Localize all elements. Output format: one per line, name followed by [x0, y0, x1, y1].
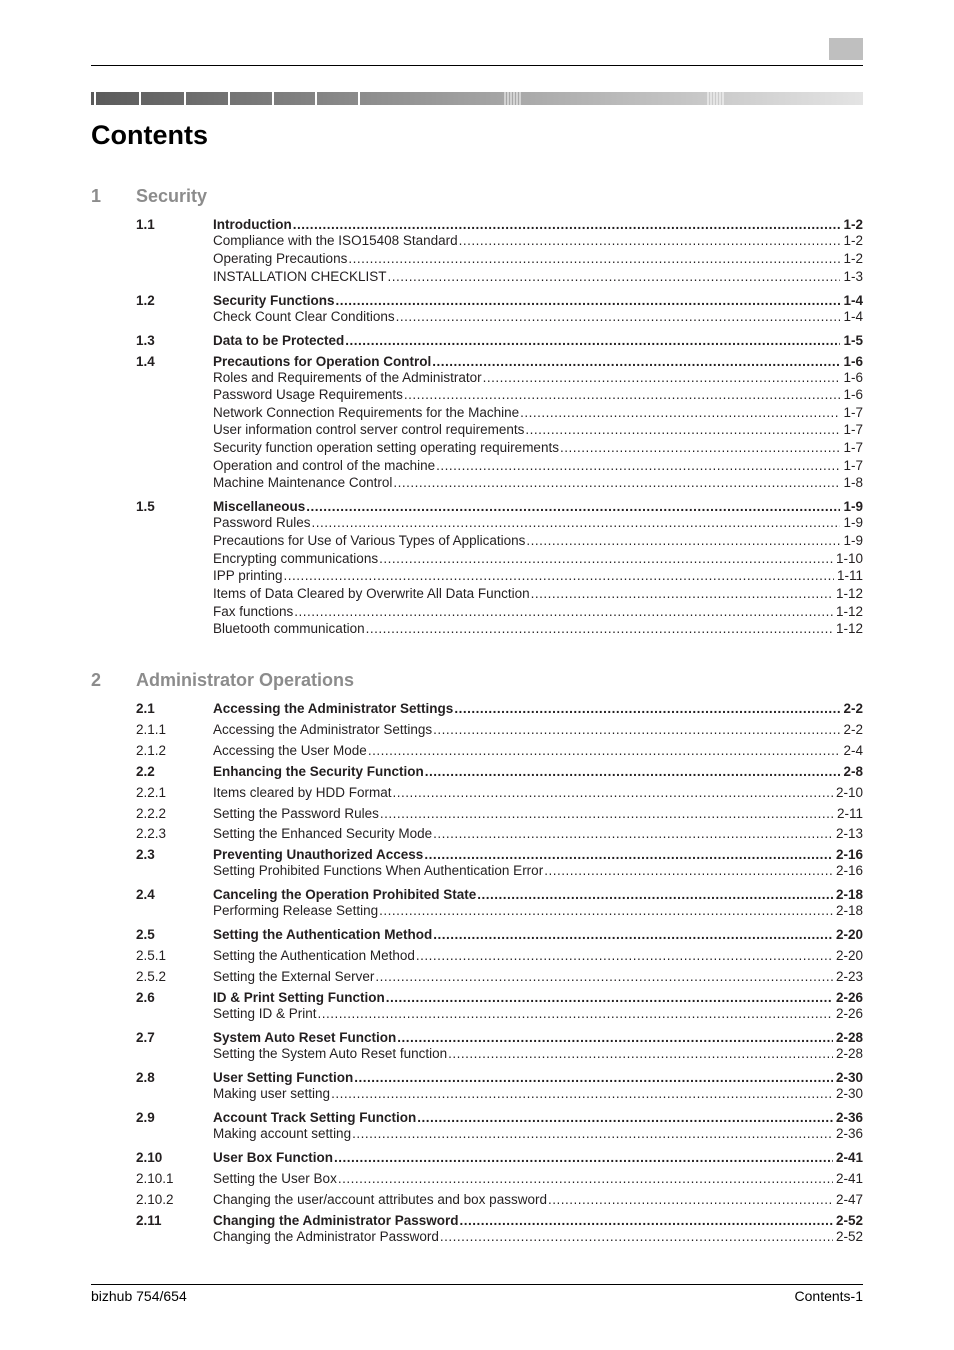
- toc-entry-title: Setting the Authentication Method: [213, 948, 415, 963]
- toc-entry-page: 2-2: [843, 722, 863, 737]
- toc-entry-title: Items cleared by HDD Format: [213, 785, 392, 800]
- toc-entry-line: [213, 742, 863, 759]
- toc-dot-leader: [388, 268, 841, 285]
- toc-entry-line: [213, 700, 863, 717]
- toc-entry-page: 2-52: [835, 1229, 863, 1244]
- toc-entry-page: 1-6: [843, 387, 863, 402]
- toc-entry-page: 2-10: [835, 785, 863, 800]
- toc-dot-leader: [293, 216, 841, 233]
- toc-entry-line: [213, 514, 863, 531]
- toc-entry-line: [213, 1212, 863, 1229]
- toc-entry-number: 2.10.2: [136, 1192, 174, 1207]
- toc-entry-title: Accessing the Administrator Settings: [213, 701, 454, 716]
- toc-entry-title: Items of Data Cleared by Overwrite All Data Function: [213, 586, 530, 601]
- toc-entry-line: [213, 620, 863, 637]
- toc-entry-title: Precautions for Operation Control: [213, 354, 432, 369]
- toc-entry-number: 1.4: [136, 354, 155, 369]
- toc-entry-page: 2-20: [835, 927, 863, 942]
- toc-dot-leader: [548, 1191, 833, 1208]
- toc-entry-line: [213, 498, 863, 515]
- toc-entry-title: User Box Function: [213, 1150, 334, 1165]
- toc-entry-number: 2.4: [136, 887, 155, 902]
- toc-entry-title: Setting the External Server: [213, 969, 375, 984]
- toc-entry-page: 1-2: [843, 217, 863, 232]
- toc-entry-page: 2-11: [836, 806, 863, 821]
- toc-entry-number: 1.1: [136, 217, 155, 232]
- toc-entry-page: 1-5: [843, 333, 863, 348]
- toc-dot-leader: [345, 332, 840, 349]
- toc-entry-title: ID & Print Setting Function: [213, 990, 385, 1005]
- toc-entry-title: Enhancing the Security Function: [213, 764, 424, 779]
- toc-entry-title: Operating Precautions: [213, 251, 348, 266]
- toc-entry-line: [213, 1170, 863, 1187]
- toc-entry-number: 2.9: [136, 1110, 155, 1125]
- toc-entry-line: [213, 1069, 863, 1086]
- footer-page-number: Contents-1: [794, 1288, 863, 1304]
- toc-entry-page: 2-20: [835, 948, 863, 963]
- header-rule: [91, 65, 863, 66]
- toc-entry-page: 2-41: [835, 1171, 863, 1186]
- toc-entry-page: 1-6: [843, 354, 863, 369]
- toc-entry-number: 2.6: [136, 990, 155, 1005]
- toc-dot-leader: [433, 721, 840, 738]
- toc-entry-page: 1-6: [843, 370, 863, 385]
- toc-dot-leader: [544, 862, 833, 879]
- toc-entry-line: [213, 232, 863, 249]
- chapter-heading: [91, 669, 354, 691]
- toc-entry-line: [213, 268, 863, 285]
- toc-entry-page: 2-2: [843, 701, 863, 716]
- toc-entry-page: 1-7: [843, 458, 863, 473]
- toc-entry-line: [213, 1029, 863, 1046]
- toc-entry-page: 2-36: [835, 1126, 863, 1141]
- toc-entry-title: Preventing Unauthorized Access: [213, 847, 424, 862]
- toc-entry-title: Making account setting: [213, 1126, 352, 1141]
- toc-entry-number: 2.7: [136, 1030, 155, 1045]
- toc-entry-page: 1-12: [835, 586, 863, 601]
- toc-entry-line: [213, 457, 863, 474]
- footer-model: bizhub 754/654: [91, 1288, 187, 1304]
- toc-dot-leader: [459, 232, 841, 249]
- toc-entry-title: Setting Prohibited Functions When Authentication Error: [213, 863, 544, 878]
- toc-entry-line: [213, 947, 863, 964]
- toc-entry-title: Network Connection Requirements for the Machine: [213, 405, 520, 420]
- page-title: Contents: [91, 120, 208, 150]
- toc-dot-leader: [348, 250, 840, 267]
- toc-entry-page: 2-26: [835, 990, 863, 1005]
- toc-dot-leader: [433, 825, 833, 842]
- toc-entry-page: 1-4: [843, 309, 863, 324]
- toc-dot-leader: [393, 474, 840, 491]
- toc-entry-line: [213, 1149, 863, 1166]
- toc-entry-line: [213, 1228, 863, 1245]
- footer-rule: [91, 1284, 863, 1285]
- toc-entry-page: 1-2: [843, 233, 863, 248]
- toc-entry-title: Compliance with the ISO15408 Standard: [213, 233, 458, 248]
- toc-dot-leader: [416, 947, 833, 964]
- toc-entry-page: 1-7: [843, 405, 863, 420]
- toc-dot-leader: [404, 386, 841, 403]
- toc-entry-title: IPP printing: [213, 568, 283, 583]
- toc-entry-title: Fax functions: [213, 604, 294, 619]
- toc-entry-number: 2.10.1: [136, 1171, 174, 1186]
- decorative-header-bar: [91, 92, 863, 105]
- toc-entry-line: [213, 292, 863, 309]
- toc-dot-leader: [397, 1029, 833, 1046]
- toc-entry-page: 2-47: [835, 1192, 863, 1207]
- toc-entry-title: Setting the System Auto Reset function: [213, 1046, 448, 1061]
- toc-entry-title: Password Usage Requirements: [213, 387, 403, 402]
- toc-dot-leader: [386, 989, 833, 1006]
- chapter-number: 1: [91, 186, 102, 206]
- toc-entry-number: 2.2.2: [136, 806, 167, 821]
- toc-entry-number: 2.5: [136, 927, 155, 942]
- toc-entry-number: 2.1: [136, 701, 155, 716]
- toc-entry-title: Introduction: [213, 217, 292, 232]
- toc-entry-line: [213, 250, 863, 267]
- toc-entry-line: [213, 862, 863, 879]
- toc-dot-leader: [294, 603, 833, 620]
- toc-entry-title: Accessing the Administrator Settings: [213, 722, 433, 737]
- toc-dot-leader: [520, 404, 840, 421]
- toc-entry-line: [213, 926, 863, 943]
- toc-entry-number: 1.5: [136, 499, 155, 514]
- toc-entry-page: 2-52: [835, 1213, 863, 1228]
- toc-dot-leader: [336, 292, 841, 309]
- toc-dot-leader: [366, 620, 833, 637]
- toc-entry-line: [213, 968, 863, 985]
- toc-entry-line: [213, 585, 863, 602]
- toc-entry-page: 1-2: [843, 251, 863, 266]
- toc-entry-number: 2.5.2: [136, 969, 167, 984]
- toc-entry-page: 2-26: [835, 1006, 863, 1021]
- toc-entry-page: 1-9: [843, 499, 863, 514]
- toc-dot-leader: [448, 1045, 833, 1062]
- toc-dot-leader: [338, 1170, 833, 1187]
- toc-entry-number: 2.2.3: [136, 826, 167, 841]
- toc-dot-leader: [368, 742, 841, 759]
- toc-entry-title: Account Track Setting Function: [213, 1110, 417, 1125]
- toc-entry-line: [213, 404, 863, 421]
- toc-dot-leader: [396, 308, 841, 325]
- toc-entry-title: Performing Release Setting: [213, 903, 379, 918]
- toc-entry-title: Changing the user/account attributes and box password: [213, 1192, 547, 1207]
- toc-entry-line: [213, 1125, 863, 1142]
- toc-dot-leader: [331, 1085, 833, 1102]
- toc-dot-leader: [424, 846, 833, 863]
- toc-dot-leader: [379, 902, 833, 919]
- toc-entry-line: [213, 332, 863, 349]
- toc-entry-line: [213, 784, 863, 801]
- toc-dot-leader: [425, 763, 841, 780]
- toc-entry-page: 1-7: [843, 440, 863, 455]
- toc-entry-title: Setting ID & Print: [213, 1006, 317, 1021]
- toc-entry-title: Data to be Protected: [213, 333, 345, 348]
- toc-dot-leader: [318, 1005, 833, 1022]
- toc-entry-title: Changing the Administrator Password: [213, 1213, 459, 1228]
- toc-entry-title: Accessing the User Mode: [213, 743, 367, 758]
- toc-entry-line: [213, 369, 863, 386]
- toc-dot-leader: [284, 567, 834, 584]
- toc-entry-page: 2-4: [843, 743, 863, 758]
- toc-entry-page: 1-3: [843, 269, 863, 284]
- toc-entry-title: Setting the Enhanced Security Mode: [213, 826, 433, 841]
- toc-entry-title: INSTALLATION CHECKLIST: [213, 269, 387, 284]
- toc-entry-line: [213, 902, 863, 919]
- toc-entry-line: [213, 567, 863, 584]
- toc-entry-page: 2-28: [835, 1046, 863, 1061]
- toc-entry-page: 1-12: [835, 621, 863, 636]
- toc-entry-page: 2-18: [835, 887, 863, 902]
- toc-dot-leader: [334, 1149, 833, 1166]
- toc-entry-line: [213, 763, 863, 780]
- toc-dot-leader: [460, 1212, 833, 1229]
- toc-entry-line: [213, 550, 863, 567]
- toc-entry-line: [213, 825, 863, 842]
- toc-entry-title: Security function operation setting operating requirements: [213, 440, 559, 455]
- toc-entry-title: Miscellaneous: [213, 499, 306, 514]
- toc-entry-number: 2.11: [136, 1213, 162, 1228]
- toc-entry-line: [213, 846, 863, 863]
- toc-entry-line: [213, 805, 863, 822]
- toc-entry-title: Roles and Requirements of the Administrator: [213, 370, 482, 385]
- toc-entry-page: 2-18: [835, 903, 863, 918]
- toc-entry-line: [213, 1045, 863, 1062]
- toc-entry-line: [213, 1191, 863, 1208]
- toc-entry-page: 2-28: [835, 1030, 863, 1045]
- toc-dot-leader: [440, 1228, 833, 1245]
- toc-entry-page: 1-9: [843, 515, 863, 530]
- toc-entry-page: 1-8: [843, 475, 863, 490]
- toc-entry-title: Setting the Password Rules: [213, 806, 379, 821]
- toc-entry-title: Operation and control of the machine: [213, 458, 436, 473]
- toc-entry-line: [213, 1005, 863, 1022]
- chapter-number: 2: [91, 670, 102, 690]
- toc-entry-line: [213, 439, 863, 456]
- toc-entry-line: [213, 603, 863, 620]
- toc-entry-title: Canceling the Operation Prohibited State: [213, 887, 477, 902]
- toc-entry-page: 1-9: [843, 533, 863, 548]
- toc-dot-leader: [531, 585, 833, 602]
- toc-entry-title: Check Count Clear Conditions: [213, 309, 395, 324]
- toc-entry-line: [213, 721, 863, 738]
- toc-entry-title: Precautions for Use of Various Types of Applications: [213, 533, 526, 548]
- toc-entry-title: Making user setting: [213, 1086, 331, 1101]
- toc-entry-page: 2-8: [843, 764, 863, 779]
- toc-entry-line: [213, 308, 863, 325]
- toc-dot-leader: [417, 1109, 833, 1126]
- toc-entry-number: 1.3: [136, 333, 155, 348]
- toc-dot-leader: [433, 926, 833, 943]
- toc-entry-line: [213, 353, 863, 370]
- toc-entry-title: Setting the Authentication Method: [213, 927, 433, 942]
- toc-entry-number: 2.2.1: [136, 785, 167, 800]
- chapter-title: Administrator Operations: [136, 670, 355, 690]
- toc-entry-number: 2.10: [136, 1150, 163, 1165]
- toc-entry-page: 2-16: [835, 847, 863, 862]
- toc-entry-number: 2.2: [136, 764, 155, 779]
- toc-entry-page: 1-11: [836, 568, 863, 583]
- toc-dot-leader: [483, 369, 841, 386]
- toc-entry-title: Security Functions: [213, 293, 335, 308]
- toc-dot-leader: [352, 1125, 833, 1142]
- toc-dot-leader: [526, 532, 840, 549]
- toc-dot-leader: [393, 784, 833, 801]
- toc-entry-page: 1-10: [835, 551, 863, 566]
- toc-dot-leader: [560, 439, 841, 456]
- toc-entry-page: 2-23: [835, 969, 863, 984]
- toc-dot-leader: [454, 700, 840, 717]
- toc-entry-page: 2-30: [835, 1086, 863, 1101]
- toc-entry-page: 1-12: [835, 604, 863, 619]
- page-corner-tab: [829, 38, 863, 60]
- toc-entry-number: 2.5.1: [136, 948, 167, 963]
- toc-dot-leader: [380, 805, 834, 822]
- toc-entry-page: 2-36: [835, 1110, 863, 1125]
- toc-entry-line: [213, 989, 863, 1006]
- toc-entry-line: [213, 1109, 863, 1126]
- toc-entry-title: System Auto Reset Function: [213, 1030, 397, 1045]
- toc-entry-line: [213, 1085, 863, 1102]
- toc-entry-number: 2.1.1: [136, 722, 167, 737]
- toc-entry-page: 2-41: [835, 1150, 863, 1165]
- toc-entry-page: 2-13: [835, 826, 863, 841]
- toc-entry-page: 2-30: [835, 1070, 863, 1085]
- toc-dot-leader: [432, 353, 840, 370]
- chapter-title: Security: [136, 186, 208, 206]
- toc-entry-number: 1.2: [136, 293, 155, 308]
- toc-entry-title: Machine Maintenance Control: [213, 475, 393, 490]
- toc-dot-leader: [525, 421, 840, 438]
- toc-entry-line: [213, 886, 863, 903]
- toc-entry-title: Encrypting communications: [213, 551, 379, 566]
- toc-entry-number: 2.3: [136, 847, 155, 862]
- toc-entry-number: 2.1.2: [136, 743, 167, 758]
- toc-entry-line: [213, 386, 863, 403]
- toc-entry-page: 1-4: [843, 293, 863, 308]
- toc-entry-page: 2-16: [835, 863, 863, 878]
- toc-dot-leader: [312, 514, 841, 531]
- toc-dot-leader: [375, 968, 833, 985]
- toc-dot-leader: [436, 457, 840, 474]
- toc-dot-leader: [477, 886, 833, 903]
- toc-entry-title: Setting the User Box: [213, 1171, 337, 1186]
- toc-entry-title: Password Rules: [213, 515, 311, 530]
- toc-dot-leader: [354, 1069, 833, 1086]
- toc-dot-leader: [306, 498, 840, 515]
- toc-entry-line: [213, 474, 863, 491]
- toc-dot-leader: [379, 550, 833, 567]
- toc-entry-title: Bluetooth communication: [213, 621, 365, 636]
- toc-entry-title: User Setting Function: [213, 1070, 354, 1085]
- toc-entry-title: Changing the Administrator Password: [213, 1229, 439, 1244]
- toc-entry-number: 2.8: [136, 1070, 155, 1085]
- toc-entry-line: [213, 421, 863, 438]
- toc-entry-title: User information control server control requirements: [213, 422, 525, 437]
- chapter-heading: [91, 185, 207, 207]
- toc-entry-line: [213, 532, 863, 549]
- toc-entry-line: [213, 216, 863, 233]
- toc-entry-page: 1-7: [843, 422, 863, 437]
